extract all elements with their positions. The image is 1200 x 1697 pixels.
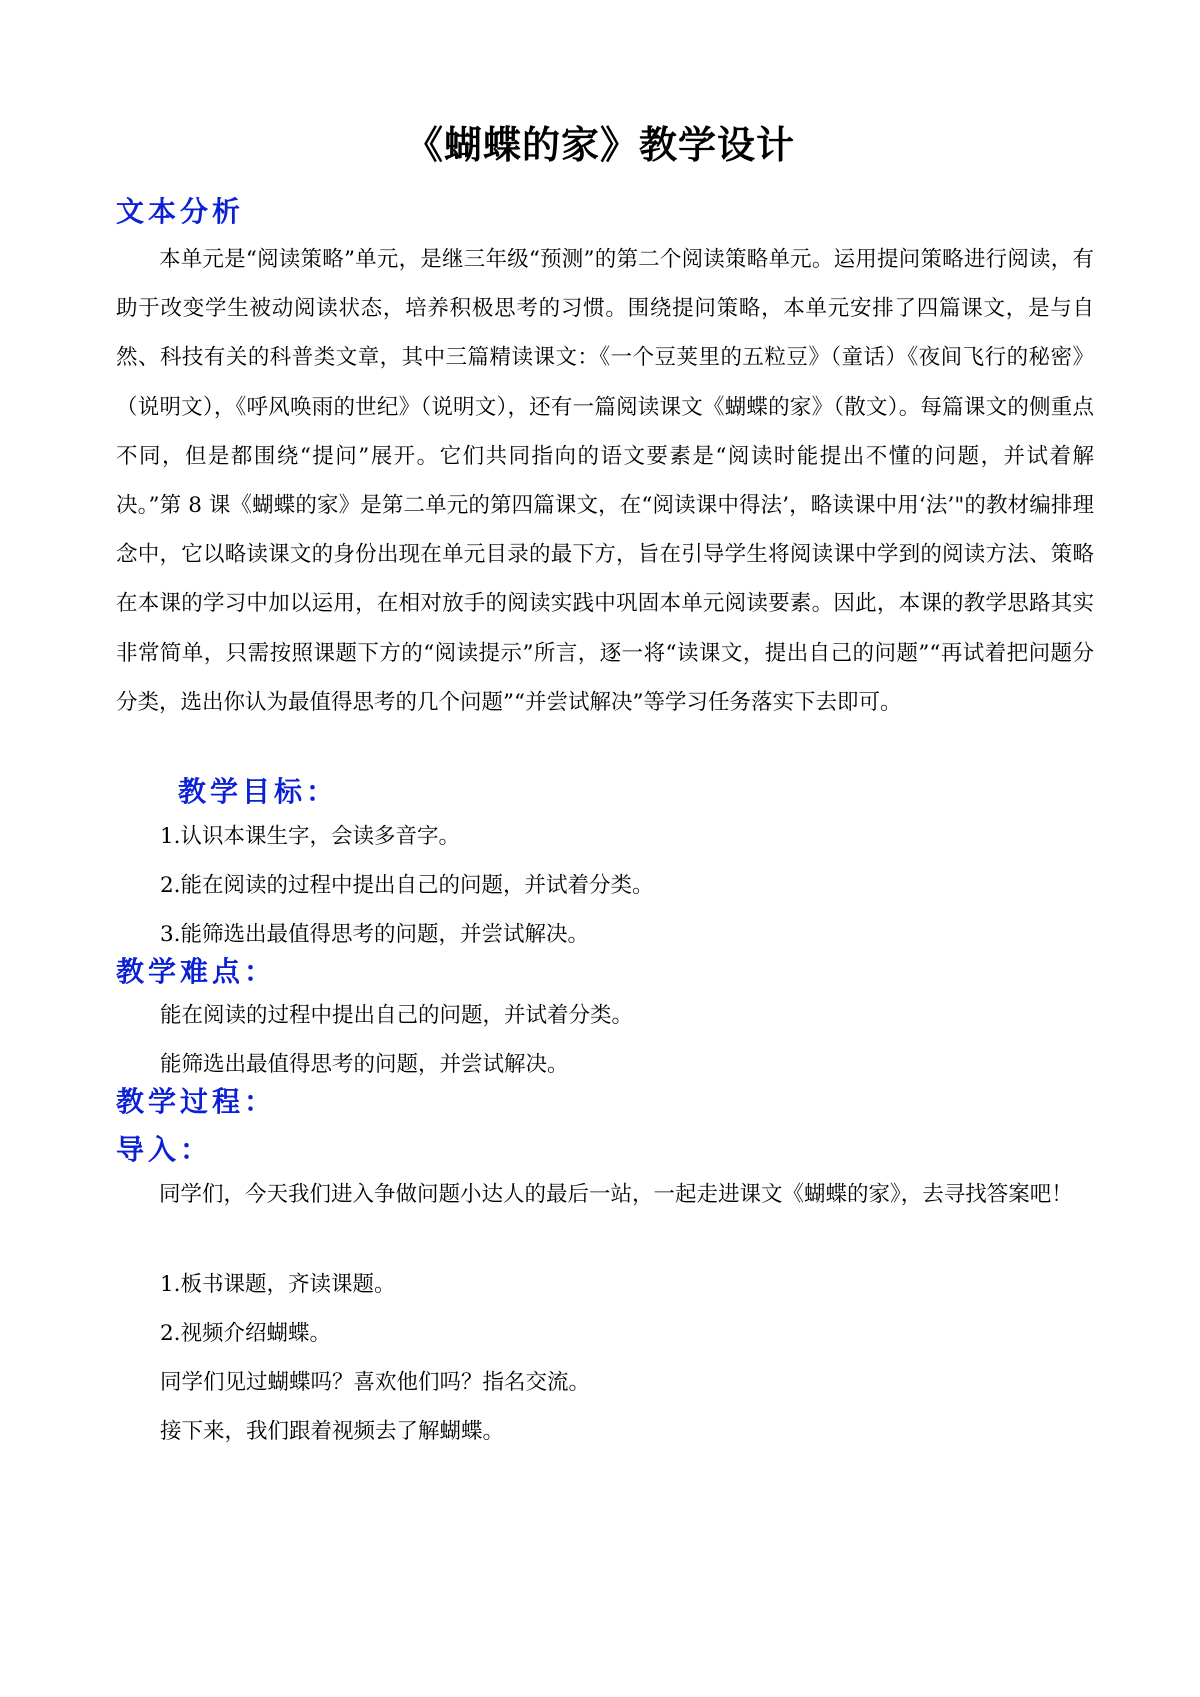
objective-item: 3.能筛选出最值得思考的问题，并尝试解决。 [160,922,590,947]
intro-paragraph: 同学们，今天我们进入争做问题小达人的最后一站，一起走进课文《蝴蝶的家》，去寻找答案吧！ [159,1182,1073,1207]
objective-item: 1.认识本课生字，会读多音字。 [160,824,461,849]
document-title: 《蝴蝶的家》教学设计 [404,122,795,167]
difficulty-item: 能筛选出最值得思考的问题，并尝试解决。 [160,1052,569,1077]
intro-item: 1.板书课题，齐读课题。 [160,1272,396,1297]
text-analysis-paragraph: 本单元是“阅读策略”单元，是继三年级“预测”的第二个阅读策略单元。运用提问策略进行阅读，有助于改变学生被动阅读状态，培养积极思考的习惯。围绕提问策略，本单元安排了四篇课文，是与自然、科技有关的科普类文章，其中三篇精读课文：《一个豆荚里的五粒豆》（童话）《夜间飞行的秘密》（说明文），《呼风唤雨的世纪》（说明文），还有一篇阅读课文《蝴蝶的家》（散文）。每篇课文的侧重点不同，但是都围绕“提问”展开。它们共同指向的语文要素是“阅读时能提出不懂的问题，并试着解决。”第 8 课《蝴蝶的家》是第二单元的第四篇课文，在“阅读课中得法’，略读课中用‘法’"的教材编排理念中，它以略读课文的身份出现在单元目录的最下方，旨在引导学生将阅读课中学到的阅读方法、策略在本课的学习中加以运用，在相对放手的阅读实践中巩固本单元阅读要素。因此，本课的教学思路其实非常简单，只需按照课题下方的“阅读提示”所言，逐一将“读课文，提出自己的问题”“再试着把问题分分类，选出你认为最值得思考的几个问题”“并尝试解决”等学习任务落实下去即可。 [116,247,1094,715]
process-heading: 教学过程： [116,1085,277,1118]
difficulties-heading: 教学难点： [116,955,277,988]
intro-item: 接下来，我们跟着视频去了解蝴蝶。 [160,1419,505,1444]
objective-item: 2.能在阅读的过程中提出自己的问题，并试着分类。 [160,873,654,898]
intro-heading: 导入： [116,1133,213,1166]
text-analysis-heading: 文本分析 [116,195,245,228]
difficulty-item: 能在阅读的过程中提出自己的问题，并试着分类。 [160,1003,634,1028]
objectives-heading: 教学目标： [178,775,339,808]
intro-item: 同学们见过蝴蝶吗？喜欢他们吗？指名交流。 [160,1370,591,1395]
intro-item: 2.视频介绍蝴蝶。 [160,1321,332,1346]
